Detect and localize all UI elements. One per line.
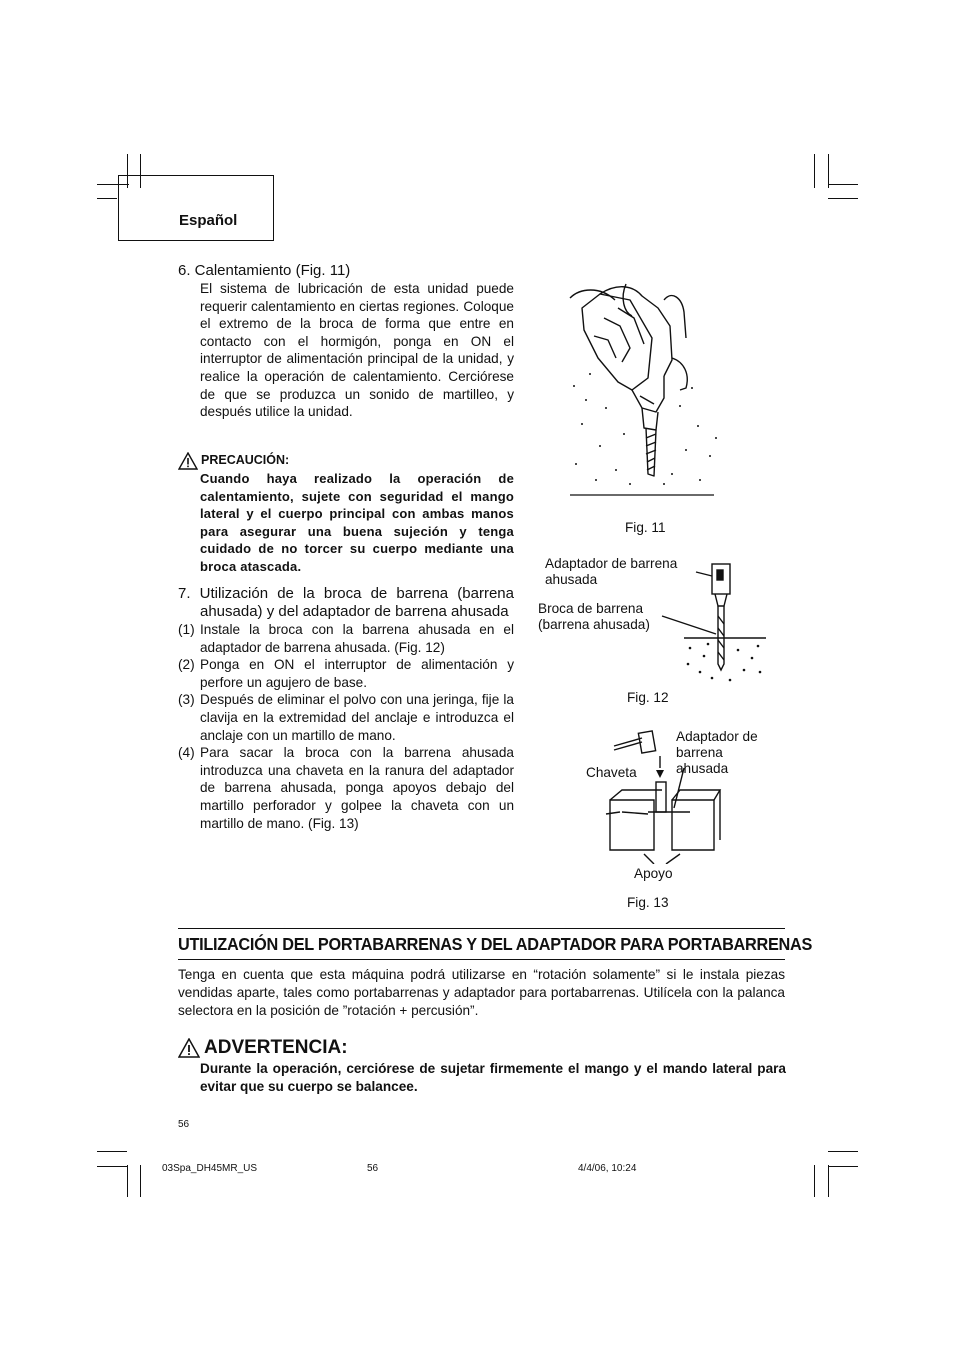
callout-line: (barrena ahusada) [538, 617, 650, 632]
fig-11-label: Fig. 11 [625, 520, 666, 535]
fig-13-removal-illustration [600, 728, 726, 864]
page-number: 56 [178, 1119, 190, 1130]
caution-block [178, 452, 514, 576]
warning-triangle-icon [178, 452, 198, 470]
section-warm-up [178, 262, 514, 421]
step-number: (3) [178, 692, 195, 708]
item-6-heading: 6. Calentamiento (Fig. 11) [178, 262, 351, 279]
caution-title: PRECAUCIÓN: [201, 453, 290, 468]
callout-line: Broca de barrena [538, 601, 644, 616]
step-2 [178, 656, 514, 691]
step-4 [178, 744, 514, 832]
fig-12-callout-adapter: Adaptador de barrena ahusada [545, 556, 678, 587]
section-taper-shank [178, 585, 514, 832]
section-body: Tenga en cuenta que esta máquina podrá utilizarse en “rotación solamente” si le instala piezas vendidas aparte, tales como portabarrenas y adaptador para portabarrenas. Utilícela con la palanca selectora en la posición de ”rotación + percusión”. [178, 967, 785, 1018]
fig-13-callout-key: Chaveta [586, 765, 637, 780]
step-text: Ponga en ON el interruptor de alimentación y perfore un agujero de base. [200, 657, 514, 690]
fig-12-label: Fig. 12 [627, 690, 669, 705]
fig-13-callout-support: Apoyo [634, 866, 673, 881]
footer-page: 56 [367, 1163, 379, 1174]
item-7-heading: 7. Utilización de la broca de barrena (barrena ahusada) y del adaptador de barrena ahusada [178, 585, 514, 620]
footer-file-name: 03Spa_DH45MR_US [162, 1163, 258, 1174]
warning-title: ADVERTENCIA: [204, 1037, 348, 1058]
step-text: Para sacar la broca con la barrena ahusada introduzca una chaveta en la ranura del adaptador de barrena ahusada, ponga apoyos debajo del martillo perforador y golpee la chaveta con un martillo de mano. (Fig. 13) [200, 745, 514, 831]
step-1 [178, 621, 514, 656]
item-6-body: El sistema de lubricación de esta unidad puede requerir calentamiento en ciertas regiones. Coloque el extremo de la broca de forma que entre en contacto con el hormigón, ponga en ON el interruptor de alimentación principal de la unidad, y realice la operación de calentamiento. Cerciórese de que se produzca un sonido de martilleo, y después utilice la unidad. [200, 281, 514, 420]
step-text: Instale la broca con la barrena ahusada en el adaptador de barrena ahusada. (Fig. 12) [200, 622, 514, 655]
language-label: Español [179, 212, 238, 229]
dust-particles [573, 373, 717, 485]
warning-heading [178, 1037, 348, 1059]
step-number: (4) [178, 745, 195, 761]
step-number: (2) [178, 657, 195, 673]
fig-11-drill-illustration [560, 278, 730, 498]
warning-text: Durante la operación, cerciórese de sujetar firmemente el mango y el mando lateral para evitar que su cuerpo se balancee. [200, 1061, 786, 1094]
warning-triangle-icon [178, 1038, 200, 1058]
language-tab [118, 175, 274, 241]
step-3 [178, 691, 514, 744]
fig-12-taper-shank-illustration [660, 560, 770, 688]
footer-date: 4/4/06, 10:24 [578, 1163, 637, 1174]
step-number: (1) [178, 622, 195, 637]
caution-text: Cuando haya realizado la operación de calentamiento, sujete con seguridad el mango lateral y el cuerpo principal con ambas manos para asegurar una buena sujeción y tenga cuidado de no torcer su cuerpo mediante una broca atascada. [200, 471, 514, 574]
section-heading-text: UTILIZACIÓN DEL PORTABARRENAS Y DEL ADAPTADOR PARA PORTABARRENAS [178, 934, 813, 954]
fig-13-callout-adapter: Adaptador de barrena ahusada [676, 729, 758, 776]
section-heading [178, 928, 813, 960]
fig-13-label: Fig. 13 [627, 895, 669, 910]
fig-12-callout-bit [538, 601, 650, 633]
step-text: Después de eliminar el polvo con una jeringa, fije la clavija en la extremidad del anclaje e introduzca el anclaje con un martillo de mano. [200, 692, 514, 743]
